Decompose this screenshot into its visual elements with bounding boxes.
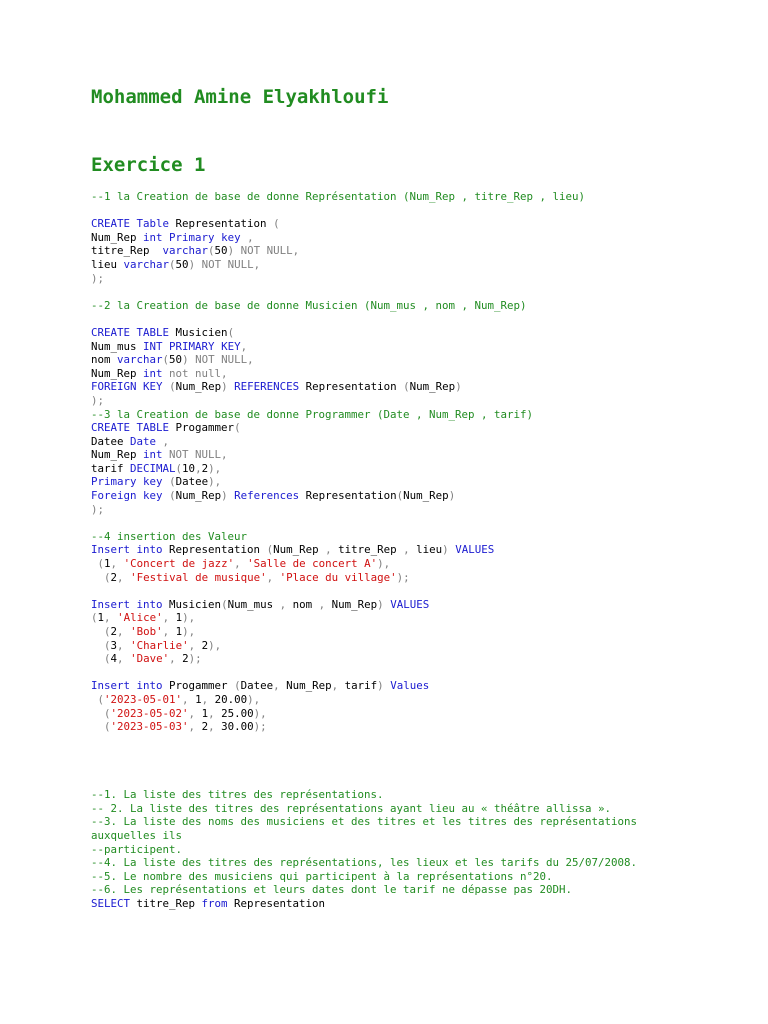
sql-text: Num_Rep [175, 380, 222, 394]
sql-punctuation: , [279, 597, 287, 611]
code-line [91, 652, 761, 666]
sql-punctuation: ) [188, 257, 196, 271]
sql-punctuation: ), [377, 557, 391, 571]
sql-keyword: key [143, 489, 163, 503]
code-line [91, 761, 761, 775]
sql-punctuation: ( [162, 353, 170, 367]
sql-text: 50 [175, 257, 189, 271]
sql-punctuation: ( [169, 257, 176, 271]
sql-string: 'Bob' [130, 625, 163, 638]
sql-comment: -- 2. La liste des titres des représentations ayant lieu au « théâtre allissa ». [91, 801, 612, 815]
code-line [91, 244, 761, 258]
sql-punctuation: , [325, 543, 332, 557]
code-line [91, 272, 761, 286]
sql-keyword: FOREIGN [91, 380, 137, 394]
sql-punctuation: , [162, 625, 170, 638]
sql-punctuation: ); [91, 393, 105, 407]
sql-punctuation: ) [455, 380, 462, 394]
code-line [91, 190, 761, 204]
sql-keyword: CREATE [91, 217, 131, 231]
sql-keyword: VALUES [455, 543, 495, 557]
sql-punctuation: , [208, 720, 215, 734]
sql-keyword: Insert [91, 679, 131, 693]
sql-text: 30.00 [214, 720, 254, 734]
code-line [91, 625, 761, 639]
code-line [91, 611, 761, 625]
sql-punctuation: ); [91, 502, 105, 516]
sql-text: nom [91, 353, 118, 367]
sql-text: Num_Rep [273, 543, 326, 557]
sql-text: Representation [299, 380, 404, 394]
sql-punctuation: ( [227, 325, 235, 339]
sql-keyword: INT [143, 339, 163, 353]
sql-punctuation: ) [221, 380, 228, 394]
code-line [91, 747, 761, 761]
sql-comment: --1 la Creation de base de donne Représentation (Num_Rep , titre_Rep , lieu) [91, 190, 586, 203]
author-name: Mohammed Amine Elyakhloufi [91, 86, 389, 108]
sql-keyword: Values [390, 679, 430, 693]
sql-punctuation: ( [104, 720, 111, 734]
sql-comment: --participent. [91, 842, 183, 856]
sql-text: Datee [240, 679, 274, 693]
code-line [91, 312, 761, 326]
sql-text: 20.00 [208, 692, 248, 706]
code-line [91, 734, 761, 748]
sql-punctuation: , [195, 461, 202, 475]
sql-punctuation: , [208, 706, 215, 720]
sql-text: tarif [338, 679, 378, 693]
code-line [91, 489, 761, 503]
sql-comment: --1. La liste des titres des représentations. [91, 788, 384, 802]
sql-punctuation: ( [97, 557, 105, 571]
sql-punctuation: , [110, 557, 118, 571]
sql-keyword: SELECT [91, 896, 131, 910]
sql-text: 50 [214, 244, 228, 258]
sql-punctuation: ( [104, 625, 111, 638]
sql-text: Num_Rep [279, 679, 332, 693]
sql-punctuation: ), [182, 611, 196, 625]
code-line [91, 204, 761, 218]
sql-punctuation: ( [208, 244, 215, 258]
sql-text: 1 [97, 611, 105, 625]
sql-text: 2 [110, 570, 118, 584]
sql-keyword: key [221, 230, 241, 244]
code-line [91, 775, 761, 789]
code-line [91, 299, 761, 313]
code-line [91, 530, 761, 544]
code-line [91, 394, 761, 408]
sql-text: 1 [104, 557, 111, 571]
sql-text: 2 [110, 625, 118, 638]
sql-text: 1 [169, 611, 183, 625]
sql-keyword: CREATE [91, 421, 131, 435]
sql-punctuation: ( [91, 611, 98, 625]
sql-string: 'Alice' [117, 611, 163, 625]
sql-punctuation: , [117, 570, 124, 584]
sql-keyword: varchar [117, 353, 163, 367]
sql-punctuation: , [240, 339, 248, 353]
sql-keyword: REFERENCES [234, 380, 300, 394]
sql-punctuation: , [169, 652, 176, 666]
code-line [91, 462, 761, 476]
sql-punctuation: , [182, 692, 189, 706]
sql-punctuation: , [273, 679, 280, 693]
sql-punctuation: ( [169, 489, 176, 503]
sql-text: lieu [409, 543, 443, 557]
sql-punctuation: , [234, 557, 241, 571]
sql-keyword: int [143, 448, 163, 462]
sql-text: Datee [91, 434, 131, 448]
sql-keyword: KEY [143, 380, 163, 394]
exercise-heading: Exercice 1 [91, 154, 206, 176]
sql-punctuation: ); [188, 652, 202, 666]
sql-text [91, 720, 104, 733]
sql-keyword: Primary [169, 230, 215, 244]
sql-comment: --4. La liste des titres des représentations, les lieux et les tarifs du 25/07/2008. [91, 856, 638, 870]
code-line [91, 843, 761, 857]
sql-keyword: int [143, 366, 163, 380]
sql-punctuation: ) [377, 679, 384, 693]
sql-keyword: Primary [91, 475, 137, 489]
sql-text: 25.00 [214, 706, 254, 720]
sql-string: '2023-05-01' [104, 692, 183, 706]
code-line [91, 217, 761, 231]
sql-punctuation: , [117, 652, 124, 666]
code-line [91, 666, 761, 680]
sql-text [91, 707, 104, 720]
code-line [91, 856, 761, 870]
sql-punctuation: ); [91, 271, 105, 285]
sql-keyword: Date [130, 434, 157, 448]
sql-string: 'Dave' [130, 652, 170, 666]
sql-text: titre_Rep [130, 896, 202, 910]
sql-text: Num_Rep [175, 489, 222, 503]
sql-comment: --4 insertion des Valeur [91, 529, 248, 543]
sql-punctuation: , [188, 720, 196, 734]
code-line [91, 408, 761, 422]
code-line [91, 571, 761, 585]
sql-text: 1 [188, 692, 202, 706]
code-line [91, 679, 761, 693]
sql-punctuation: ), [253, 706, 267, 720]
code-line [91, 707, 761, 721]
code-line [91, 788, 761, 802]
sql-punctuation: ( [104, 706, 111, 720]
sql-punctuation: ( [104, 570, 111, 584]
sql-punctuation: NOT NULL, [201, 257, 261, 271]
sql-text: 2 [195, 638, 209, 652]
sql-comment: --3 la Creation de base de donne Programmer (Date , Num_Rep , tarif) [91, 407, 534, 421]
sql-punctuation: ( [234, 421, 241, 435]
code-line [91, 543, 761, 557]
sql-punctuation: , [104, 611, 111, 625]
code-line [91, 870, 761, 884]
sql-punctuation: ( [396, 489, 404, 503]
sql-keyword: into [136, 597, 163, 611]
sql-keyword: VALUES [390, 597, 430, 611]
sql-keyword: TABLE [136, 325, 170, 339]
code-line [91, 340, 761, 354]
code-line [91, 584, 761, 598]
sql-punctuation: , [201, 692, 209, 706]
code-line [91, 326, 761, 340]
sql-text: Num_Rep [403, 489, 449, 503]
sql-text: Num_Rep [91, 448, 144, 462]
sql-punctuation: ); [396, 570, 410, 584]
sql-punctuation: ) [227, 244, 235, 258]
code-line [91, 802, 761, 816]
sql-punctuation: ), [247, 692, 261, 706]
sql-punctuation: , [188, 638, 196, 652]
sql-text: Progammer [162, 679, 235, 693]
sql-text [91, 571, 104, 584]
sql-text: Num_Rep [91, 366, 144, 380]
sql-keyword: Insert [91, 543, 131, 557]
sql-comment: --5. Le nombre des musiciens qui participent à la représentations n°20. [91, 869, 553, 883]
code-line [91, 258, 761, 272]
sql-text: 2 [175, 652, 189, 666]
sql-keyword: varchar [162, 244, 209, 258]
sql-punctuation: ( [266, 543, 274, 557]
sql-keyword: from [201, 896, 228, 910]
code-line [91, 503, 761, 517]
sql-text: titre_Rep [91, 244, 163, 258]
sql-text: Representation [227, 896, 326, 910]
sql-text: 50 [169, 353, 183, 367]
sql-keyword: int [143, 230, 163, 244]
sql-punctuation: ( [273, 217, 280, 231]
code-line [91, 285, 761, 299]
sql-keyword: key [143, 475, 163, 489]
sql-keyword: KEY [221, 339, 241, 353]
sql-punctuation: ) [442, 543, 449, 557]
sql-punctuation: ) [182, 353, 189, 367]
sql-punctuation: NOT NULL, [169, 448, 228, 462]
sql-punctuation: , [266, 570, 274, 584]
sql-keyword: varchar [123, 257, 170, 271]
sql-text: Musicien [162, 597, 222, 611]
sql-text: Progammer [169, 421, 235, 435]
sql-text: Num_Rep [91, 230, 144, 244]
sql-text: 4 [110, 652, 118, 666]
code-line [91, 598, 761, 612]
sql-punctuation: , [403, 543, 410, 557]
sql-punctuation: ), [208, 475, 222, 489]
sql-string: 'Salle de concert A' [247, 557, 378, 571]
code-line [91, 897, 761, 911]
sql-punctuation: ( [104, 638, 111, 652]
sql-text: Num_mus [91, 339, 144, 353]
sql-text: 2 [201, 461, 209, 475]
sql-punctuation: not null, [169, 366, 228, 380]
sql-punctuation: ), [208, 638, 222, 652]
sql-string: 'Charlie' [130, 638, 189, 652]
sql-keyword: into [136, 543, 163, 557]
sql-text: Musicien [169, 325, 228, 339]
sql-punctuation: ), [208, 461, 222, 475]
sql-punctuation: , [117, 638, 124, 652]
sql-text: 2 [195, 720, 209, 734]
code-line [91, 516, 761, 530]
code-line [91, 421, 761, 435]
sql-comment: --2 la Creation de base de donne Musicien (Num_mus , nom , Num_Rep) [91, 298, 527, 312]
sql-punctuation: , [162, 611, 170, 625]
code-line [91, 231, 761, 245]
code-line [91, 448, 761, 462]
sql-string: '2023-05-03' [110, 720, 189, 734]
sql-text: 10 [182, 461, 196, 475]
sql-punctuation: ( [175, 461, 183, 475]
sql-keyword: DECIMAL [130, 461, 176, 475]
sql-string: '2023-05-02' [110, 706, 189, 720]
sql-string: 'Place du village' [279, 570, 397, 584]
code-line [91, 380, 761, 394]
sql-text [91, 652, 104, 665]
sql-text: Representation [299, 489, 397, 503]
sql-punctuation: ( [234, 679, 241, 693]
sql-text: 1 [195, 706, 209, 720]
sql-text: Num_Rep [325, 597, 378, 611]
sql-text: 3 [110, 638, 118, 652]
sql-punctuation: ( [169, 380, 176, 394]
sql-punctuation: ) [448, 489, 456, 503]
sql-punctuation: NOT NULL, [240, 244, 300, 258]
sql-punctuation: ), [182, 625, 196, 638]
sql-string: 'Festival de musique' [130, 570, 267, 584]
code-line [91, 475, 761, 489]
sql-punctuation: , [162, 434, 170, 448]
sql-text [91, 625, 104, 638]
sql-text [91, 639, 104, 652]
code-line [91, 720, 761, 734]
sql-keyword: into [136, 679, 163, 693]
sql-keyword: CREATE [91, 325, 131, 339]
sql-punctuation: ( [97, 692, 105, 706]
sql-keyword: PRIMARY [169, 339, 215, 353]
sql-text: lieu [91, 257, 124, 271]
sql-comment: --6. Les représentations et leurs dates dont le tarif ne dépasse pas 20DH. [91, 883, 573, 897]
sql-punctuation: ( [221, 597, 228, 611]
sql-punctuation: NOT NULL, [195, 353, 254, 367]
sql-text: tarif [91, 461, 131, 475]
sql-text: Num_mus [227, 597, 280, 611]
sql-text: Representation [162, 543, 267, 557]
sql-punctuation: ) [377, 597, 384, 611]
sql-text: titre_Rep [331, 543, 404, 557]
sql-text: 1 [169, 625, 183, 638]
code-line [91, 693, 761, 707]
sql-keyword: References [234, 489, 300, 503]
sql-keyword: Table [136, 217, 170, 231]
sql-punctuation: , [318, 597, 326, 611]
sql-keyword: TABLE [136, 421, 170, 435]
sql-punctuation: ( [169, 475, 176, 489]
sql-punctuation: ) [221, 489, 228, 503]
code-line [91, 353, 761, 367]
code-line [91, 829, 761, 843]
code-line [91, 639, 761, 653]
code-line [91, 367, 761, 381]
sql-punctuation: , [247, 230, 254, 244]
code-line [91, 815, 761, 829]
code-line [91, 435, 761, 449]
sql-punctuation: , [117, 625, 124, 638]
sql-keyword: Foreign [91, 489, 137, 503]
sql-code-block [91, 190, 761, 910]
sql-text: Representation [169, 217, 274, 231]
sql-comment: --3. La liste des noms des musiciens et des titres et les titres des représentations [91, 815, 638, 829]
sql-punctuation: , [188, 706, 196, 720]
code-line [91, 883, 761, 897]
sql-punctuation: , [331, 679, 339, 693]
sql-comment: auxquelles ils [91, 828, 183, 842]
sql-text: nom [286, 597, 319, 611]
sql-punctuation: ( [104, 652, 111, 666]
sql-punctuation: ( [403, 380, 410, 394]
sql-string: 'Concert de jazz' [123, 557, 235, 571]
sql-text: Num_Rep [409, 380, 456, 394]
code-line [91, 557, 761, 571]
sql-keyword: Insert [91, 597, 131, 611]
sql-punctuation: ); [253, 720, 267, 734]
sql-text: Datee [175, 475, 209, 489]
